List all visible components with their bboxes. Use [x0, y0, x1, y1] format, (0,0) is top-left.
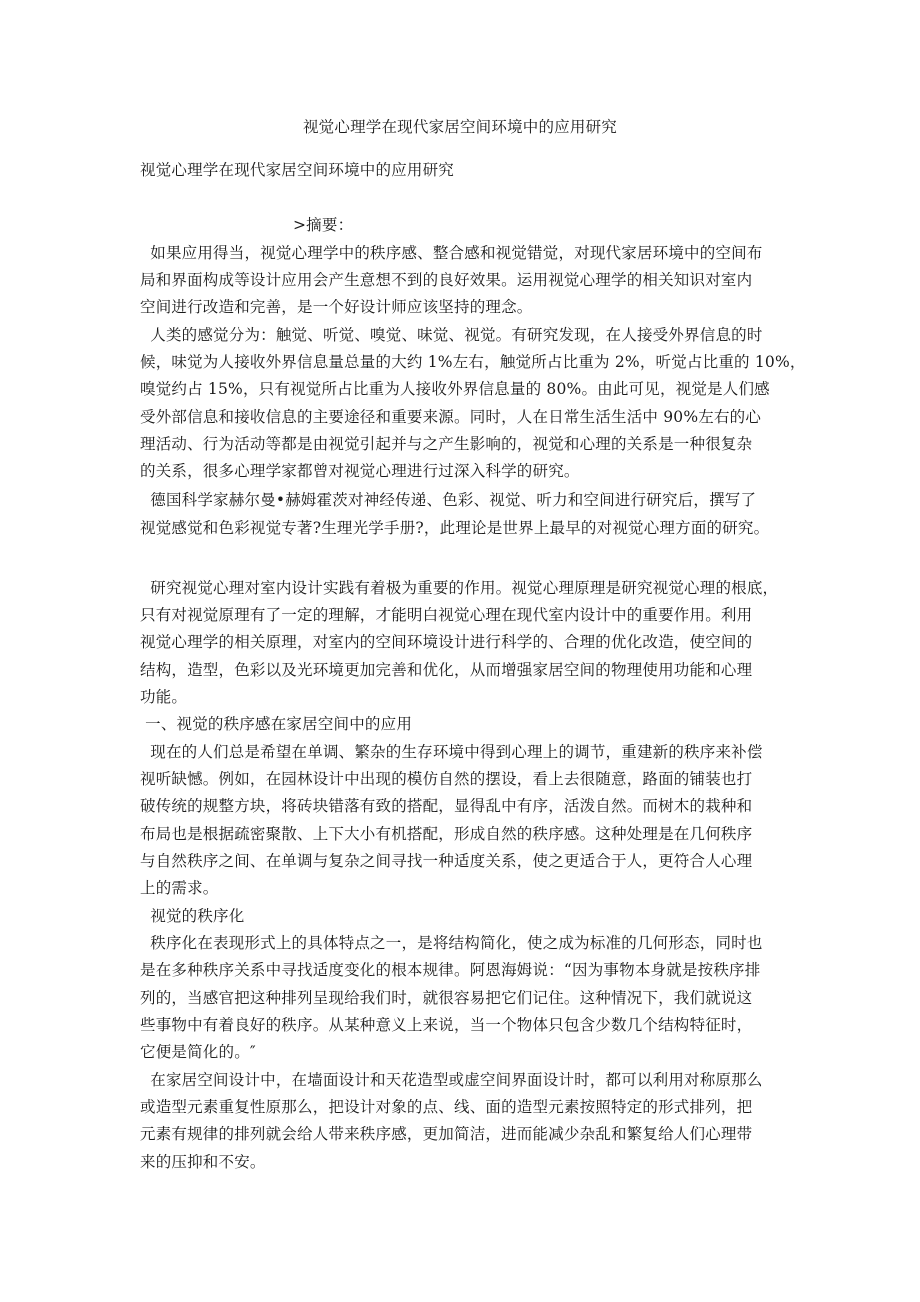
- text-line: 视觉心理学的相关原理，对室内的空间环境设计进行科学的、合理的优化改造，使空间的: [140, 633, 753, 651]
- text-line: 列的，当感官把这种排列呈现给我们时，就很容易把它们记住。这种情况下，我们就说这: [140, 989, 753, 1007]
- text-line: 视听缺憾。例如，在园林设计中出现的模仿自然的摆设，看上去很随意，路面的铺装也打: [140, 770, 753, 788]
- text-line: 些事物中有着良好的秩序。从某种意义上来说，当一个物体只包含少数几个结构特征时，: [140, 1016, 753, 1034]
- document-title: 视觉心理学在现代家居空间环境中的应用研究: [302, 118, 617, 136]
- text-line: 空间进行改造和完善，是一个好设计师应该坚持的理念。: [140, 298, 533, 316]
- text-line: 候，味觉为人接收外界信息量总量的大约 1%左右，触觉所占比重为 2%，听觉占比重的 10%，: [140, 353, 806, 371]
- text-line: 理活动、行为活动等都是由视觉引起并与之产生影响的，视觉和心理的关系是一种很复杂: [140, 435, 753, 453]
- text-line: 是在多种秩序关系中寻找适度变化的根本规律。阿恩海姆说：“因为事物本身就是按秩序排: [140, 961, 761, 979]
- text-line: 人类的感觉分为：触觉、听觉、嗅觉、味觉、视觉。有研究发现，在人接受外界信息的时: [140, 326, 763, 344]
- text-line: 一、视觉的秩序感在家居空间中的应用: [140, 715, 413, 733]
- text-line: 与自然秩序之间、在单调与复杂之间寻找一种适度关系，使之更适合于人，更符合人心理: [140, 852, 753, 870]
- text-line: 元素有规律的排列就会给人带来秩序感，更加简洁，进而能减少杂乱和繁复给人们心理带: [140, 1125, 753, 1143]
- text-line: 布局也是根据疏密聚散、上下大小有机搭配，形成自然的秩序感。这种处理是在几何秩序: [140, 825, 753, 843]
- document-subtitle: 视觉心理学在现代家居空间环境中的应用研究: [140, 161, 455, 179]
- text-line: 局和界面构成等设计应用会产生意想不到的良好效果。运用视觉心理学的相关知识对室内: [140, 271, 753, 289]
- text-line: 如果应用得当，视觉心理学中的秩序感、整合感和视觉错觉，对现代家居环境中的空间布: [140, 244, 763, 262]
- text-line: 上的需求。: [140, 879, 219, 897]
- text-line: 秩序化在表现形式上的具体特点之一，是将结构简化，使之成为标准的几何形态，同时也: [140, 934, 763, 952]
- text-line: 嗅觉约占 15%，只有视觉所占比重为人接收外界信息量的 80%。由此可见，视觉是人们感: [140, 380, 770, 398]
- text-line: 德国科学家赫尔曼•赫姆霍茨对神经传递、色彩、视觉、听力和空间进行研究后，撰写了: [140, 491, 757, 509]
- text-line: 它便是简化的。″: [140, 1043, 256, 1061]
- text-line: 视觉的秩序化: [140, 907, 245, 925]
- text-line: 视觉感觉和色彩视觉专著?生理光学手册?，此理论是世界上最早的对视觉心理方面的研究。: [140, 519, 770, 537]
- text-line: 在家居空间设计中，在墙面设计和天花造型或虚空间界面设计时，都可以利用对称原那么: [140, 1071, 763, 1089]
- text-line: 功能。: [140, 688, 188, 706]
- text-line: 只有对视觉原理有了一定的理解，才能明白视觉心理在现代室内设计中的重要作用。利用: [140, 606, 753, 624]
- text-line: 破传统的规整方块，将砖块错落有致的搭配，显得乱中有序，活泼自然。而树木的栽种和: [140, 797, 753, 815]
- text-line: 的关系，很多心理学家都曾对视觉心理进行过深入科学的研究。: [140, 462, 580, 480]
- text-line: 来的压抑和不安。: [140, 1153, 266, 1171]
- text-line: 研究视觉心理对室内设计实践有着极为重要的作用。视觉心理原理是研究视觉心理的根底，: [140, 579, 779, 597]
- abstract-label: >摘要：: [293, 216, 354, 234]
- text-line: 结构，造型，色彩以及光环境更加完善和优化，从而增强家居空间的物理使用功能和心理: [140, 661, 753, 679]
- text-line: 现在的人们总是希望在单调、繁杂的生存环境中得到心理上的调节，重建新的秩序来补偿: [140, 743, 763, 761]
- text-line: 或造型元素重复性原那么，把设计对象的点、线、面的造型元素按照特定的形式排列，把: [140, 1098, 753, 1116]
- text-line: 受外部信息和接收信息的主要途径和重要来源。同时，人在日常生活生活中 90%左右的心: [140, 408, 762, 426]
